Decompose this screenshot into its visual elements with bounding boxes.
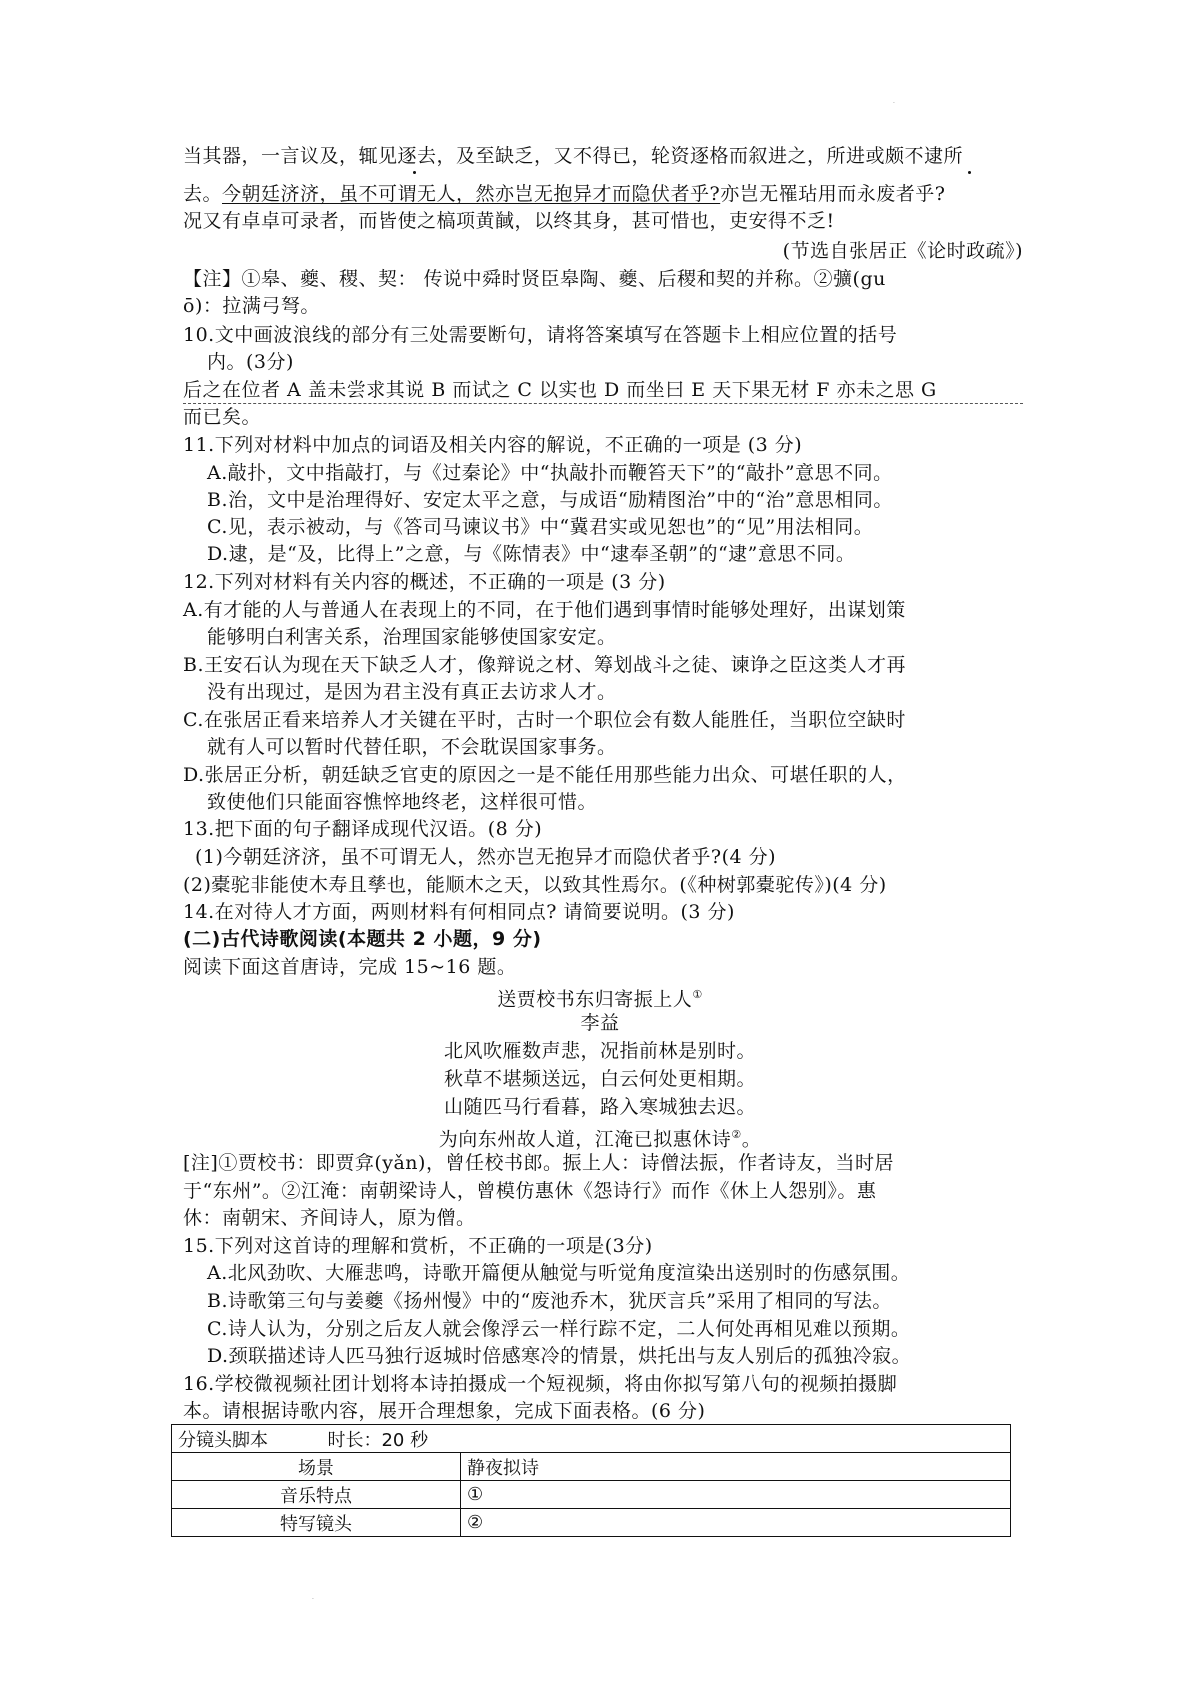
row-label-closeup: 特写镜头: [172, 1509, 461, 1537]
poem-note-3: 休：南朝宋、齐间诗人，原为僧。: [183, 1207, 476, 1229]
passage-note-2: ō)：拉满弓弩。: [183, 295, 320, 317]
poem-line-3: 山随匹马行看暮，路入寒城独去迟。: [443, 1096, 756, 1118]
q10-stem-2: 内。(3分): [207, 351, 294, 373]
table-row: [172, 1453, 1011, 1481]
q12-option-b-1: B.王安石认为现在天下缺乏人才，像辩说之材、筹划战斗之徒、谏诤之臣这类人才再: [183, 654, 907, 676]
table-row: [172, 1509, 1011, 1537]
section-2-title: (二)古代诗歌阅读(本题共 2 小题，9 分): [183, 928, 542, 950]
scan-speck: ·: [312, 1596, 314, 1603]
shot-script-table: [171, 1424, 1011, 1537]
q15-option-a: A.北风劲吹、大雁悲鸣，诗歌开篇便从触觉与听觉角度渲染出送别时的伤感氛围。: [207, 1262, 911, 1284]
row-value-closeup[interactable]: ②: [461, 1509, 1011, 1537]
q12-option-b-2: 没有出现过，是因为君主没有真正去访求人才。: [207, 681, 617, 703]
poem-line-4-note-mark: ②: [731, 1128, 742, 1141]
table-header-cell: [172, 1425, 1011, 1453]
q12-option-a-1: A.有才能的人与普通人在表现上的不同，在于他们遇到事情时能够处理好，出谋划策: [183, 599, 906, 621]
q10-text-2: 而已矣。: [183, 406, 262, 428]
q12-option-d-1: D.张居正分析，朝廷缺乏官吏的原因之一是不能任用那些能力出众、可堪任职的人，: [183, 764, 907, 786]
q13-sentence-1: (1)今朝廷济济，虽不可谓无人，然亦岂无抱异才而隐伏者乎?(4 分): [195, 846, 777, 868]
passage-line-2-start: 去。: [183, 183, 223, 205]
poem-line-4: [0, 1122, 1200, 1152]
q15-option-b: B.诗歌第三句与姜夔《扬州慢》中的“废池乔木，犹厌言兵”采用了相同的写法。: [207, 1290, 892, 1312]
q13-stem: 13.把下面的句子翻译成现代汉语。(8 分): [183, 818, 543, 840]
table-row: [172, 1481, 1011, 1509]
scan-speck: ·: [893, 100, 895, 107]
row-label-music: 音乐特点: [172, 1481, 461, 1509]
passage-line-2: [183, 181, 945, 207]
poem-title-note-mark: ①: [692, 988, 703, 1001]
passage-line-3: 况又有卓卓可录者，而皆使之槁项黄馘，以终其身，甚可惜也，吏安得不乏!: [183, 210, 835, 232]
emphasis-dot: [968, 171, 971, 174]
q16-stem-2: 本。请根据诗歌内容，展开合理想象，完成下面表格。(6 分): [183, 1400, 706, 1422]
q10-stem-1: 10.文中画波浪线的部分有三处需要断句，请将答案填写在答题卡上相应位置的括号: [183, 324, 898, 346]
passage-note-1: 【注】①皋、夔、稷、契： 传说中舜时贤臣皋陶、夔、后稷和契的并称。②彍(gu: [183, 268, 886, 290]
q11-option-c: C.见，表示被动，与《答司马谏议书》中“冀君实或见恕也”的“见”用法相同。: [207, 516, 874, 538]
q10-text-1: 后之在位者 A 盖未尝求其说 B 而试之 C 以实也 D 而坐曰 E 天下果无材 F 亦未之思 G: [183, 377, 1023, 404]
poem-line-4-text: 为向东州故人道，江淹已拟惠休诗: [438, 1128, 732, 1151]
q11-option-a: A.敲扑，文中指敲打，与《过秦论》中“执敲扑而鞭笞天下”的“敲扑”意思不同。: [207, 462, 893, 484]
q11-stem: 11.下列对材料中加点的词语及相关内容的解说，不正确的一项是 (3 分): [183, 434, 803, 456]
q11-option-d: D.逮，是“及，比得上”之意，与《陈情表》中“逮奉圣朝”的“逮”意思不同。: [207, 543, 856, 565]
section-2-intro: 阅读下面这首唐诗，完成 15~16 题。: [183, 956, 517, 978]
q16-stem-1: 16.学校微视频社团计划将本诗拍摄成一个短视频，将由你拟写第八句的视频拍摄脚: [183, 1373, 898, 1395]
poem-line-4-end: 。: [741, 1128, 762, 1151]
poem-line-1: 北风吹雁数声悲，况指前林是别时。: [443, 1040, 756, 1062]
passage-source: (节选自张居正《论时政疏》): [782, 240, 1023, 262]
poem-line-2: 秋草不堪频送远，白云何处更相期。: [443, 1068, 756, 1090]
q13-sentence-2: (2)橐驼非能使木寿且孳也，能顺木之天，以致其性焉尔。(《种树郭橐驼传》)(4 分): [183, 874, 887, 896]
q11-option-b: B.治，文中是治理得好、安定太平之意，与成语“励精图治”中的“治”意思相同。: [207, 489, 893, 511]
table-header-label: 分镜头脚本: [178, 1429, 268, 1451]
poem-note-2: 于“东州”。②江淹：南朝梁诗人，曾模仿惠休《怨诗行》而作《休上人怨别》。惠: [183, 1180, 877, 1202]
poem-title: [0, 982, 1200, 1012]
row-value-music[interactable]: ①: [461, 1481, 1011, 1509]
row-label-scene: 场景: [172, 1453, 461, 1481]
q15-option-d: D.颈联描述诗人匹马独行返城时倍感寒冷的情景，烘托出与友人别后的孤独冷寂。: [207, 1345, 912, 1367]
q12-option-d-2: 致使他们只能面容憔悴地终老，这样很可惜。: [207, 791, 598, 813]
table-header-row: [172, 1425, 1011, 1453]
q14-stem: 14.在对待人才方面，两则材料有何相同点? 请简要说明。(3 分): [183, 901, 735, 923]
underlined-sentence: 今朝廷济济，虽不可谓无人，然亦岂无抱异才而隐伏者乎?: [222, 183, 721, 205]
poem-author: 李益: [580, 1012, 620, 1034]
q12-option-c-1: C.在张居正看来培养人才关键在平时，古时一个职位会有数人能胜任，当职位空缺时: [183, 709, 906, 731]
emphasis-dot: [413, 171, 416, 174]
q15-stem: 15.下列对这首诗的理解和赏析，不正确的一项是(3分): [183, 1235, 653, 1257]
poem-note-1: [注]①贾校书：即贾弇(yǎn)，曾任校书郎。振上人：诗僧法振，作者诗友，当时居: [183, 1152, 894, 1174]
row-value-scene: 静夜拟诗: [461, 1453, 1011, 1481]
table-duration: 时长：20 秒: [327, 1429, 429, 1451]
q12-option-a-2: 能够明白利害关系，治理国家能够使国家安定。: [207, 626, 617, 648]
passage-line-2-end: 亦岂无罹玷用而永废者乎?: [720, 183, 946, 205]
q12-stem: 12.下列对材料有关内容的概述，不正确的一项是 (3 分): [183, 571, 666, 593]
poem-title-text: 送贾校书东归寄振上人: [497, 988, 693, 1011]
passage-line-1: 当其器，一言议及，辄见逐去，及至缺乏，又不得已，轮资逐格而叙进之，所进或颇不逮所: [183, 145, 964, 167]
q15-option-c: C.诗人认为，分别之后友人就会像浮云一样行踪不定，二人何处再相见难以预期。: [207, 1318, 911, 1340]
q12-option-c-2: 就有人可以暂时代替任职，不会耽误国家事务。: [207, 736, 617, 758]
